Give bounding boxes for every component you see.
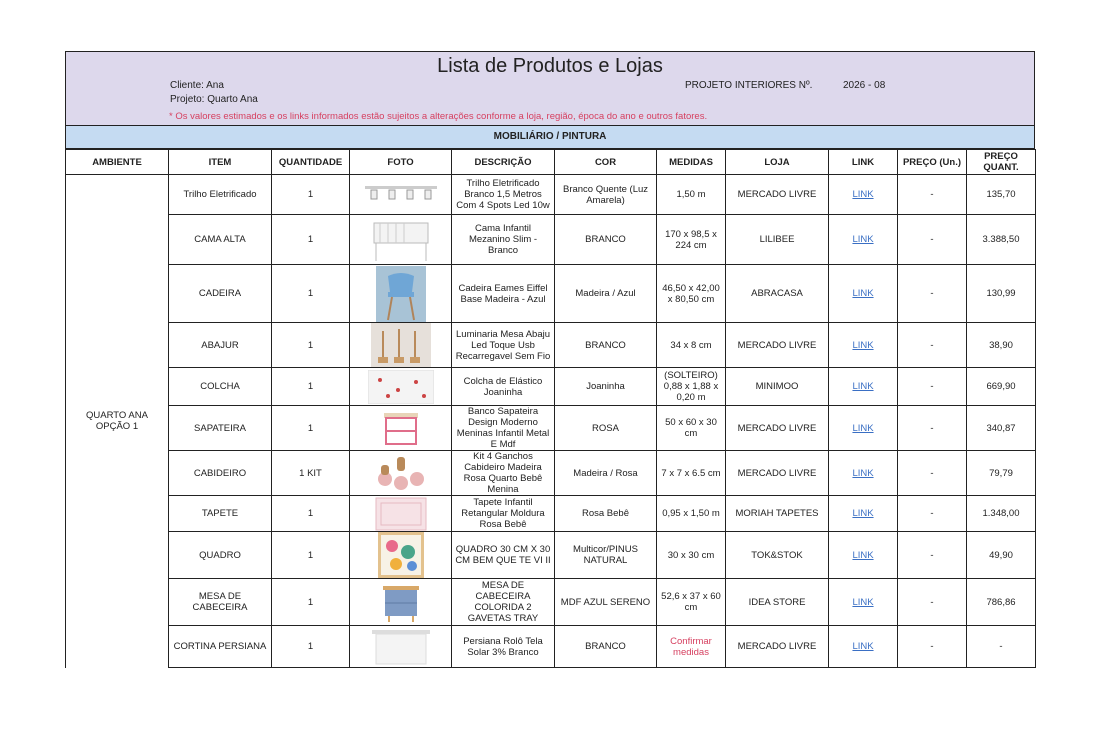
section-title: MOBILIÁRIO / PINTURA — [65, 125, 1035, 149]
link-cell — [829, 626, 898, 668]
photo-cell — [350, 215, 452, 265]
unit-price-cell: - — [898, 265, 967, 323]
measures-cell: 30 x 30 cm — [657, 532, 726, 579]
product-link[interactable]: LINK — [852, 189, 874, 200]
item-cell: CADEIRA — [169, 265, 272, 323]
photo-cell — [350, 579, 452, 626]
link-cell — [829, 215, 898, 265]
unit-price-cell: - — [898, 323, 967, 368]
description-cell: Banco Sapateira Design Moderno Meninas Infantil Metal E Mdf — [452, 406, 555, 451]
chair-photo — [352, 266, 449, 322]
measures-cell: 170 x 98,5 x 224 cm — [657, 215, 726, 265]
table-row — [66, 265, 1036, 323]
table-row — [66, 496, 1036, 532]
table-row — [66, 215, 1036, 265]
color-cell: BRANCO — [555, 323, 657, 368]
col-header: MEDIDAS — [657, 150, 726, 175]
product-link[interactable]: LINK — [852, 549, 874, 561]
col-header: ITEM — [169, 150, 272, 175]
description-cell: Kit 4 Ganchos Cabideiro Madeira Rosa Quarto Bebê Menina — [452, 451, 555, 496]
page-title: Lista de Produtos e Lojas — [437, 55, 663, 77]
product-link[interactable]: LINK — [852, 422, 874, 434]
store-cell: LILIBEE — [726, 215, 829, 265]
total-price-cell: 1.348,00 — [967, 496, 1036, 532]
quantity-cell: 1 — [272, 265, 350, 323]
quantity-cell: 1 — [272, 406, 350, 451]
color-cell: Rosa Bebê — [555, 496, 657, 532]
store-cell: ABRACASA — [726, 265, 829, 323]
sheet-header — [65, 51, 1035, 125]
color-cell: Branco Quente (Luz Amarela) — [555, 175, 657, 215]
total-price-cell: 49,90 — [967, 532, 1036, 579]
store-cell: MERCADO LIVRE — [726, 626, 829, 668]
measures-cell: 46,50 x 42,00 x 80,50 cm — [657, 265, 726, 323]
item-cell: TAPETE — [169, 496, 272, 532]
col-header: PREÇO QUANT. — [967, 150, 1036, 175]
unit-price-cell: - — [898, 215, 967, 265]
link-cell — [829, 265, 898, 323]
color-cell: Madeira / Azul — [555, 265, 657, 323]
unit-price-cell: - — [898, 496, 967, 532]
product-sheet — [65, 51, 1035, 668]
unit-price-cell: - — [898, 406, 967, 451]
item-cell: QUADRO — [169, 532, 272, 579]
disclaimer-note: * Os valores estimados e os links informados estão sujeitos a alterações conforme a loja, região, época do ano e outros fatores. — [169, 111, 708, 122]
photo-cell — [350, 406, 452, 451]
item-cell: COLCHA — [169, 368, 272, 406]
table-row — [66, 532, 1036, 579]
product-link[interactable]: LINK — [852, 508, 874, 519]
painting-photo — [352, 532, 449, 578]
photo-cell — [350, 368, 452, 406]
total-price-cell: 3.388,50 — [967, 215, 1036, 265]
col-header: COR — [555, 150, 657, 175]
link-cell — [829, 406, 898, 451]
unit-price-cell: - — [898, 175, 967, 215]
shoe-bench-photo — [352, 407, 449, 449]
product-link[interactable]: LINK — [852, 596, 874, 608]
link-cell — [829, 532, 898, 579]
color-cell: Multicor/PINUS NATURAL — [555, 532, 657, 579]
col-header: FOTO — [350, 150, 452, 175]
quantity-cell: 1 KIT — [272, 451, 350, 496]
product-link[interactable]: LINK — [852, 234, 874, 245]
measures-cell: 0,95 x 1,50 m — [657, 496, 726, 532]
col-header: LOJA — [726, 150, 829, 175]
product-link[interactable]: LINK — [852, 467, 874, 479]
description-cell: Cadeira Eames Eiffel Base Madeira - Azul — [452, 265, 555, 323]
lamp-photo — [352, 323, 449, 367]
color-cell: ROSA — [555, 406, 657, 451]
store-cell: MERCADO LIVRE — [726, 323, 829, 368]
total-price-cell: 135,70 — [967, 175, 1036, 215]
project-number-label: PROJETO INTERIORES Nº. — [685, 80, 813, 91]
col-header: AMBIENTE — [66, 150, 169, 175]
link-cell — [829, 323, 898, 368]
item-cell: CAMA ALTA — [169, 215, 272, 265]
product-link[interactable]: LINK — [852, 339, 874, 351]
measures-cell: 52,6 x 37 x 60 cm — [657, 579, 726, 626]
hooks-photo — [352, 453, 449, 493]
quantity-cell: 1 — [272, 626, 350, 668]
unit-price-cell: - — [898, 579, 967, 626]
photo-cell — [350, 496, 452, 532]
table-row — [66, 175, 1036, 215]
description-cell: Trilho Eletrificado Branco 1,5 Metros Com 4 Spots Led 10w — [452, 175, 555, 215]
table-row — [66, 579, 1036, 626]
total-price-cell: 79,79 — [967, 451, 1036, 496]
item-cell: CABIDEIRO — [169, 451, 272, 496]
product-link[interactable]: LINK — [852, 381, 874, 392]
total-price-cell: 340,87 — [967, 406, 1036, 451]
bedspread-photo — [352, 370, 449, 404]
link-cell — [829, 368, 898, 406]
rug-photo — [352, 497, 449, 531]
quantity-cell: 1 — [272, 323, 350, 368]
table-header-row — [66, 150, 1036, 175]
total-price-cell: 786,86 — [967, 579, 1036, 626]
unit-price-cell: - — [898, 532, 967, 579]
link-cell — [829, 496, 898, 532]
project-number: 2026 - 08 — [843, 80, 886, 91]
color-cell: BRANCO — [555, 215, 657, 265]
table-row — [66, 451, 1036, 496]
measures-cell: Confirmar medidas — [657, 626, 726, 668]
photo-cell — [350, 626, 452, 668]
description-cell: MESA DE CABECEIRA COLORIDA 2 GAVETAS TRAY — [452, 579, 555, 626]
track-light-photo — [352, 178, 449, 212]
store-cell: MORIAH TAPETES — [726, 496, 829, 532]
total-price-cell: 130,99 — [967, 265, 1036, 323]
table-row — [66, 323, 1036, 368]
item-cell: Trilho Eletrificado — [169, 175, 272, 215]
store-cell: MERCADO LIVRE — [726, 175, 829, 215]
products-table — [65, 149, 1036, 668]
store-cell: MERCADO LIVRE — [726, 406, 829, 451]
table-row — [66, 406, 1036, 451]
quantity-cell: 1 — [272, 579, 350, 626]
description-cell: Persiana Rolô Tela Solar 3% Branco — [452, 626, 555, 668]
table-row — [66, 368, 1036, 406]
store-cell: TOK&STOK — [726, 532, 829, 579]
unit-price-cell: - — [898, 451, 967, 496]
quantity-cell: 1 — [272, 175, 350, 215]
quantity-cell: 1 — [272, 368, 350, 406]
item-cell: ABAJUR — [169, 323, 272, 368]
photo-cell — [350, 265, 452, 323]
description-cell: QUADRO 30 CM X 30 CM BEM QUE TE VI II — [452, 532, 555, 579]
link-cell — [829, 175, 898, 215]
color-cell: Joaninha — [555, 368, 657, 406]
col-header: QUANTIDADE — [272, 150, 350, 175]
description-cell: Cama Infantil Mezanino Slim - Branco — [452, 215, 555, 265]
link-cell — [829, 579, 898, 626]
table-row — [66, 626, 1036, 668]
nightstand-photo — [352, 580, 449, 624]
unit-price-cell: - — [898, 626, 967, 668]
loft-bed-photo — [352, 217, 449, 263]
item-cell: MESA DE CABECEIRA — [169, 579, 272, 626]
product-link[interactable]: LINK — [852, 641, 874, 652]
description-cell: Tapete Infantil Retangular Moldura Rosa Bebê — [452, 496, 555, 532]
total-price-cell: - — [967, 626, 1036, 668]
store-cell: MERCADO LIVRE — [726, 451, 829, 496]
store-cell: IDEA STORE — [726, 579, 829, 626]
quantity-cell: 1 — [272, 215, 350, 265]
measures-cell: (SOLTEIRO) 0,88 x 1,88 x 0,20 m — [657, 368, 726, 406]
quantity-cell: 1 — [272, 532, 350, 579]
photo-cell — [350, 532, 452, 579]
unit-price-cell: - — [898, 368, 967, 406]
item-cell: CORTINA PERSIANA — [169, 626, 272, 668]
measures-cell: 1,50 m — [657, 175, 726, 215]
store-cell: MINIMOO — [726, 368, 829, 406]
photo-cell — [350, 175, 452, 215]
roller-blind-photo — [352, 628, 449, 666]
color-cell: Madeira / Rosa — [555, 451, 657, 496]
col-header: PREÇO (Un.) — [898, 150, 967, 175]
measures-cell: 50 x 60 x 30 cm — [657, 406, 726, 451]
quantity-cell: 1 — [272, 496, 350, 532]
measures-cell: 34 x 8 cm — [657, 323, 726, 368]
col-header: DESCRIÇÃO — [452, 150, 555, 175]
total-price-cell: 669,90 — [967, 368, 1036, 406]
item-cell: SAPATEIRA — [169, 406, 272, 451]
col-header: LINK — [829, 150, 898, 175]
measures-cell: 7 x 7 x 6.5 cm — [657, 451, 726, 496]
description-cell: Luminaria Mesa Abaju Led Toque Usb Recarregavel Sem Fio — [452, 323, 555, 368]
total-price-cell: 38,90 — [967, 323, 1036, 368]
color-cell: MDF AZUL SERENO — [555, 579, 657, 626]
photo-cell — [350, 323, 452, 368]
client-label: Cliente: Ana — [170, 80, 224, 91]
photo-cell — [350, 451, 452, 496]
color-cell: BRANCO — [555, 626, 657, 668]
project-label: Projeto: Quarto Ana — [170, 94, 258, 105]
ambiente-cell: QUARTO ANA OPÇÃO 1 — [66, 175, 169, 668]
product-link[interactable]: LINK — [852, 288, 874, 299]
link-cell — [829, 451, 898, 496]
description-cell: Colcha de Elástico Joaninha — [452, 368, 555, 406]
